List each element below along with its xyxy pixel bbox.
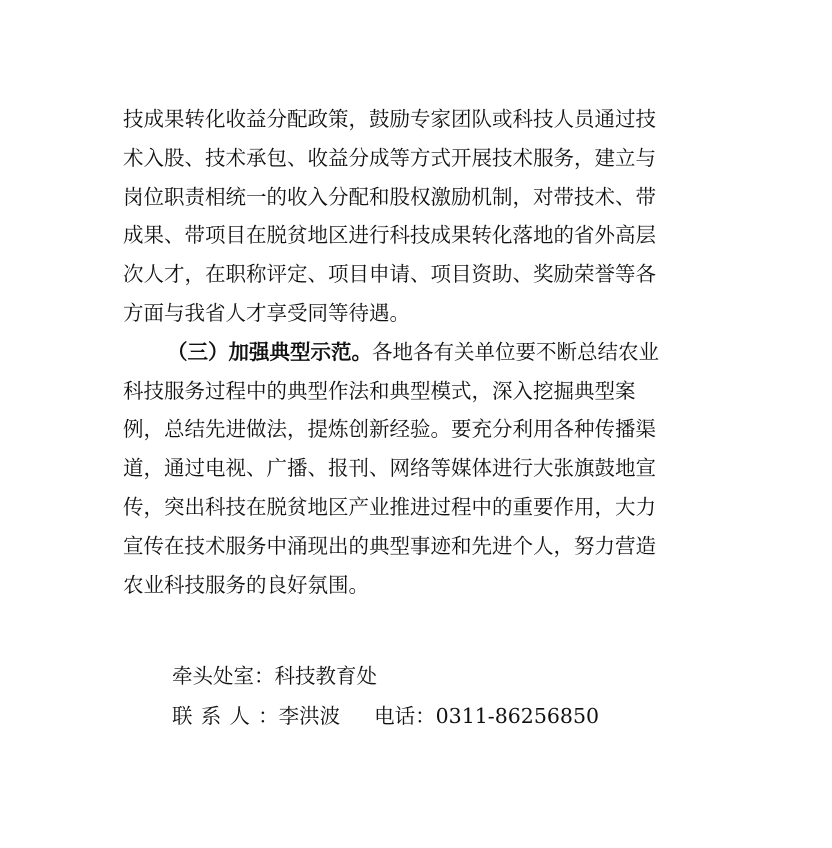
lead-office-label: 牵头处室： bbox=[172, 664, 275, 688]
phone-label: 电话： bbox=[374, 704, 436, 728]
text-line bbox=[123, 333, 723, 372]
lead-office-value: 科技教育处 bbox=[274, 664, 377, 688]
contact-colon: ： bbox=[258, 704, 279, 728]
paragraph-income-policy bbox=[123, 100, 723, 333]
contact-name: 李洪波 bbox=[278, 704, 341, 728]
text-line: 例，总结先进做法，提炼创新经验。要充分利用各种传播渠 bbox=[123, 417, 656, 442]
paragraph-typical-demonstration bbox=[123, 333, 723, 605]
text-line: 传，突出科技在脱贫地区产业推进过程中的重要作用，大力 bbox=[123, 494, 656, 519]
contact-label: 联系人 bbox=[172, 704, 259, 728]
text-line: 术入股、技术承包、收益分成等方式开展技术服务，建立与 bbox=[123, 145, 656, 170]
text-line: 次人才，在职称评定、项目申请、项目资助、奖励荣誉等各 bbox=[123, 262, 656, 287]
text-run: 各地各有关单位要不断总结农业 bbox=[372, 339, 659, 364]
text-line: 道，通过电视、广播、报刊、网络等媒体进行大张旗鼓地宣 bbox=[123, 456, 656, 481]
text-line: 岗位职责相统一的收入分配和股权激励机制，对带技术、带 bbox=[123, 184, 656, 209]
contact-line bbox=[172, 696, 599, 736]
text-line: 技成果转化收益分配政策，鼓励专家团队或科技人员通过技 bbox=[123, 107, 656, 131]
section-heading: （三）加强典型示范。 bbox=[167, 339, 372, 364]
document-body bbox=[123, 100, 723, 604]
text-line: 成果、带项目在脱贫地区进行科技成果转化落地的省外高层 bbox=[123, 223, 656, 248]
text-line: 农业科技服务的良好氛围。 bbox=[123, 572, 369, 597]
lead-office-line bbox=[172, 656, 599, 696]
text-line: 科技服务过程中的典型作法和典型模式，深入挖掘典型案 bbox=[123, 378, 636, 403]
phone-number: 0311-86256850 bbox=[435, 704, 600, 728]
text-line: 方面与我省人才享受同等待遇。 bbox=[123, 300, 410, 325]
contact-footer bbox=[172, 656, 599, 736]
text-line: 宣传在技术服务中涌现出的典型事迹和先进个人，努力营造 bbox=[123, 533, 656, 558]
